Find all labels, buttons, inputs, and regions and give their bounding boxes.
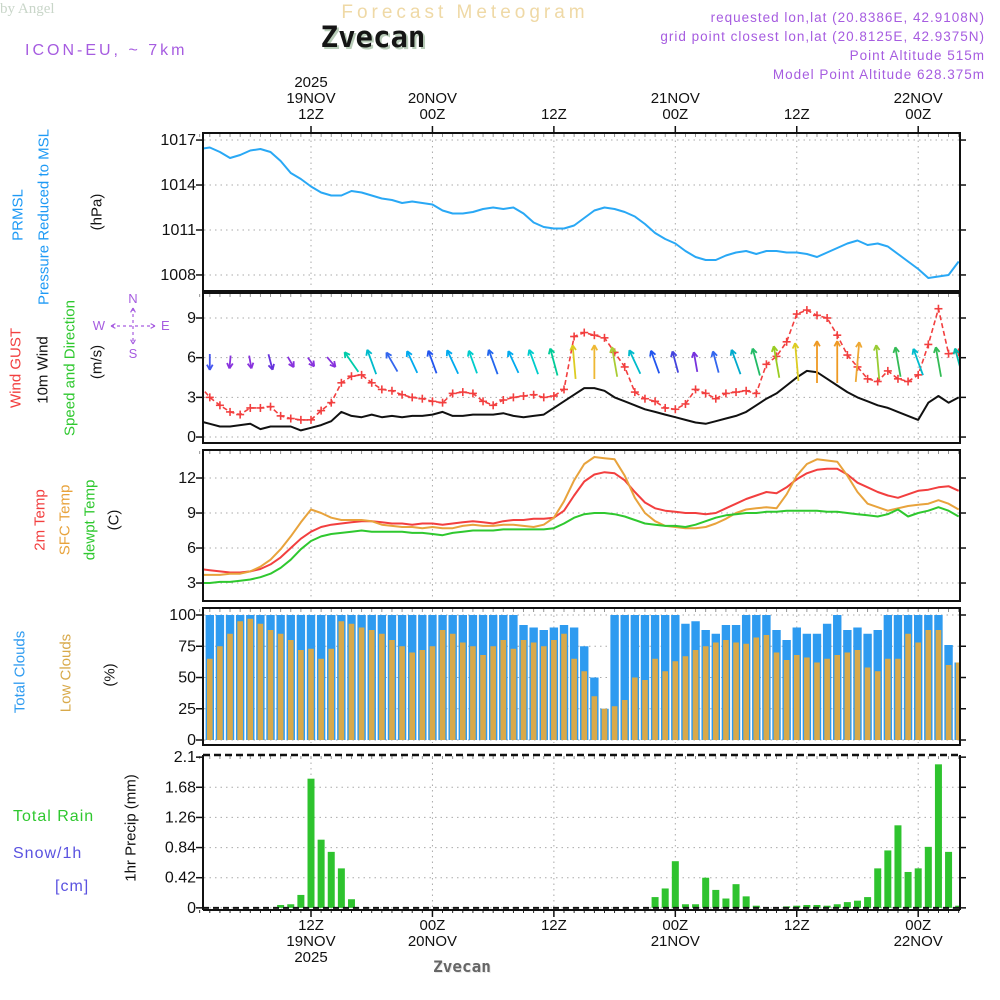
precip-bar bbox=[915, 868, 922, 907]
wind-direction-arrow bbox=[893, 347, 900, 377]
wind-direction-arrow bbox=[772, 346, 779, 378]
low-clouds-bar bbox=[490, 646, 496, 740]
low-clouds-bar bbox=[865, 668, 871, 741]
svg-text:12Z: 12Z bbox=[540, 106, 567, 123]
low-clouds-bar bbox=[774, 653, 780, 741]
model-label: ICON-EU, ~ 7km bbox=[25, 42, 188, 59]
precip-bar bbox=[662, 888, 669, 907]
low-clouds-bar bbox=[521, 640, 527, 740]
total-rain-label: Total Rain bbox=[13, 808, 95, 825]
precip-bar bbox=[874, 868, 881, 907]
wind-panel bbox=[187, 293, 966, 446]
low-clouds-bar bbox=[662, 671, 668, 740]
svg-text:21NOV: 21NOV bbox=[650, 933, 700, 950]
svg-text:00Z: 00Z bbox=[662, 106, 689, 123]
svg-text:6: 6 bbox=[187, 349, 196, 367]
precip-bar bbox=[854, 901, 861, 908]
wind-direction-arrow bbox=[549, 348, 558, 375]
svg-text:00Z: 00Z bbox=[419, 106, 446, 123]
low-clouds-bar bbox=[470, 646, 476, 740]
low-clouds-bar bbox=[480, 655, 486, 740]
wind-series-line bbox=[200, 371, 959, 431]
precip-bar bbox=[935, 764, 942, 908]
low-clouds-bar bbox=[926, 630, 932, 740]
snow-label: Snow/1h bbox=[13, 845, 83, 862]
low-clouds-bar bbox=[592, 696, 598, 740]
dewpt-temp-label: dewpt Temp bbox=[81, 479, 99, 561]
low-clouds-bar bbox=[237, 621, 243, 740]
svg-text:0: 0 bbox=[187, 732, 196, 749]
precip-bar bbox=[338, 868, 345, 907]
clouds-panel bbox=[169, 607, 966, 749]
low-clouds-bar bbox=[794, 655, 800, 740]
wind-direction-arrow bbox=[629, 350, 640, 374]
low-clouds-bar bbox=[298, 650, 304, 740]
svg-text:19NOV: 19NOV bbox=[286, 90, 336, 107]
wind-direction-arrow bbox=[468, 351, 477, 374]
low-clouds-bar bbox=[915, 643, 921, 741]
hpa-unit-label: (hPa) bbox=[88, 193, 106, 231]
low-clouds-bar bbox=[278, 634, 284, 740]
svg-text:S: S bbox=[128, 346, 138, 361]
wind-direction-arrow bbox=[751, 348, 760, 375]
low-clouds-bar bbox=[389, 640, 395, 740]
low-clouds-bar bbox=[217, 646, 223, 740]
low-clouds-bar bbox=[581, 671, 587, 740]
svg-text:1014: 1014 bbox=[160, 177, 196, 195]
svg-text:0: 0 bbox=[187, 429, 196, 447]
low-clouds-bar bbox=[450, 634, 456, 740]
supertitle: Forecast Meteogram bbox=[341, 2, 589, 23]
temp-plot-area bbox=[200, 457, 959, 583]
svg-text:75: 75 bbox=[178, 638, 196, 656]
temp-panel bbox=[178, 450, 966, 601]
svg-text:00Z: 00Z bbox=[419, 917, 446, 934]
svg-text:1011: 1011 bbox=[161, 221, 196, 239]
low-clouds-bar bbox=[632, 678, 638, 741]
wind-direction-arrow bbox=[731, 350, 741, 374]
model-point-altitude: Model Point Altitude 628.375m bbox=[772, 67, 985, 82]
precip-axis-label: 1hr Precip (mm) bbox=[122, 774, 140, 882]
svg-text:20NOV: 20NOV bbox=[407, 90, 458, 107]
low-clouds-bar bbox=[683, 656, 689, 740]
svg-text:1008: 1008 bbox=[160, 266, 196, 284]
precip-bar bbox=[905, 872, 912, 908]
svg-text:1.68: 1.68 bbox=[164, 779, 196, 797]
svg-text:1017: 1017 bbox=[160, 132, 196, 150]
requested-lonlat: requested lon,lat (20.8386E, 42.9108N) bbox=[710, 10, 985, 25]
wind-direction-arrow bbox=[288, 357, 294, 367]
low-clouds-bar bbox=[328, 649, 334, 740]
celsius-unit-label: (C) bbox=[105, 509, 123, 531]
svg-text:12Z: 12Z bbox=[298, 917, 324, 934]
low-clouds-bar bbox=[743, 644, 749, 740]
percent-unit-label: (%) bbox=[101, 663, 119, 687]
wind-direction-arrow bbox=[407, 351, 418, 373]
precip-bar bbox=[672, 861, 679, 908]
temp-series-line bbox=[200, 507, 959, 583]
svg-text:25: 25 bbox=[178, 700, 196, 718]
svg-text:22NOV: 22NOV bbox=[893, 933, 943, 950]
wind-direction-arrow bbox=[366, 350, 376, 374]
precip-bar bbox=[702, 878, 709, 908]
low-clouds-bar bbox=[814, 663, 820, 741]
wind-direction-arrow bbox=[856, 342, 862, 382]
wind-direction-arrow bbox=[570, 345, 576, 379]
low-clouds-bar bbox=[561, 634, 567, 740]
svg-text:2025: 2025 bbox=[294, 74, 328, 91]
svg-text:12Z: 12Z bbox=[540, 917, 567, 934]
grid-point-lonlat: grid point closest lon,lat (20.8125E, 42.9375N) bbox=[660, 29, 985, 44]
low-clouds-bar bbox=[652, 659, 658, 740]
svg-text:9: 9 bbox=[187, 505, 196, 523]
svg-text:6: 6 bbox=[187, 540, 196, 558]
low-clouds-bar bbox=[602, 709, 608, 740]
precip-bar bbox=[884, 850, 891, 907]
low-clouds-bar bbox=[258, 624, 264, 740]
low-clouds-bar bbox=[339, 621, 345, 740]
wind-direction-arrow bbox=[834, 341, 840, 383]
wind-direction-arrow bbox=[814, 341, 820, 383]
wind-direction-arrow bbox=[650, 351, 659, 374]
total-clouds-label: Total Clouds bbox=[11, 630, 29, 714]
watermark-credit: by Angel bbox=[0, 1, 55, 17]
svg-text:19NOV: 19NOV bbox=[286, 933, 336, 950]
precip-plot-area bbox=[203, 764, 962, 908]
precip-bar bbox=[925, 847, 932, 908]
low-clouds-bar bbox=[460, 643, 466, 741]
wind-direction-arrow bbox=[345, 352, 359, 372]
low-clouds-bar bbox=[713, 643, 719, 741]
pressure-plot-area bbox=[200, 148, 959, 279]
low-clouds-bar bbox=[804, 658, 810, 741]
wind-direction-arrow bbox=[692, 352, 698, 372]
wind-direction-arrow bbox=[712, 351, 719, 372]
low-clouds-bar bbox=[824, 659, 830, 740]
precip-panel bbox=[165, 749, 966, 917]
low-clouds-bar bbox=[399, 646, 405, 740]
svg-text:0.42: 0.42 bbox=[164, 869, 196, 887]
low-clouds-bar bbox=[197, 669, 203, 740]
low-clouds-bar bbox=[227, 634, 233, 740]
wind-direction-arrow bbox=[488, 350, 498, 374]
svg-text:00Z: 00Z bbox=[905, 917, 932, 934]
low-clouds-bar bbox=[531, 643, 537, 741]
pressure-panel bbox=[160, 132, 966, 291]
svg-text:22NOV: 22NOV bbox=[893, 90, 943, 107]
low-clouds-bar bbox=[784, 660, 790, 740]
precip-bar bbox=[297, 895, 304, 908]
wind-direction-arrow bbox=[447, 350, 458, 374]
svg-text:1.26: 1.26 bbox=[164, 809, 196, 827]
low-clouds-bar bbox=[369, 630, 375, 740]
precip-bar bbox=[733, 884, 740, 908]
sfc-temp-label: SFC Temp bbox=[56, 484, 74, 556]
wind-direction-arrow bbox=[591, 345, 597, 379]
low-clouds-bar bbox=[855, 650, 861, 740]
low-clouds-bar bbox=[571, 659, 577, 740]
low-clouds-bar bbox=[946, 665, 952, 740]
svg-text:E: E bbox=[161, 318, 170, 333]
wind-direction-arrow bbox=[508, 351, 519, 373]
svg-text:100: 100 bbox=[169, 607, 196, 624]
low-clouds-bar bbox=[420, 650, 426, 740]
low-clouds-bar bbox=[723, 640, 729, 740]
low-clouds-bar bbox=[308, 649, 314, 740]
low-clouds-bar bbox=[207, 659, 213, 740]
svg-text:00Z: 00Z bbox=[905, 106, 932, 123]
svg-text:3: 3 bbox=[187, 389, 196, 407]
wind-direction-arrow bbox=[934, 347, 941, 377]
low-clouds-bar bbox=[753, 638, 759, 741]
svg-text:20NOV: 20NOV bbox=[407, 933, 458, 950]
low-clouds-bar bbox=[349, 624, 355, 740]
wind-direction-arrow bbox=[671, 351, 678, 372]
svg-text:2.1: 2.1 bbox=[173, 749, 196, 767]
low-clouds-bar bbox=[268, 630, 274, 740]
svg-text:00Z: 00Z bbox=[662, 917, 689, 934]
precip-bar bbox=[348, 899, 355, 908]
wind-direction-arrow bbox=[874, 345, 880, 379]
precip-bar bbox=[945, 852, 952, 908]
svg-text:12: 12 bbox=[178, 470, 196, 488]
wind-direction-arrow bbox=[268, 354, 274, 369]
low-clouds-bar bbox=[642, 680, 648, 740]
pressure-reduced-label: Pressure Reduced to MSL bbox=[35, 129, 53, 305]
wind-direction-arrow bbox=[207, 354, 213, 370]
wind-direction-arrow bbox=[528, 350, 538, 374]
low-clouds-bar bbox=[733, 643, 739, 741]
svg-text:12Z: 12Z bbox=[783, 106, 810, 123]
svg-text:N: N bbox=[128, 291, 138, 306]
ms-unit-label: (m/s) bbox=[88, 344, 106, 380]
low-clouds-bar bbox=[622, 700, 628, 740]
svg-text:W: W bbox=[92, 318, 105, 333]
svg-text:9: 9 bbox=[187, 310, 196, 327]
page-title: Zvecan bbox=[320, 20, 426, 54]
low-clouds-bar bbox=[379, 634, 385, 740]
low-clouds-bar bbox=[288, 640, 294, 740]
svg-text:12Z: 12Z bbox=[298, 106, 324, 123]
low-clouds-bar bbox=[440, 630, 446, 740]
low-clouds-bar bbox=[511, 649, 517, 740]
compass-rose-icon bbox=[93, 291, 170, 361]
wind-direction-arrow bbox=[386, 352, 397, 371]
svg-text:0: 0 bbox=[187, 899, 196, 917]
low-clouds-bar bbox=[703, 646, 709, 740]
svg-text:3: 3 bbox=[187, 575, 196, 593]
low-clouds-bar bbox=[541, 646, 547, 740]
svg-text:2025: 2025 bbox=[294, 949, 328, 966]
precip-bar bbox=[652, 897, 659, 908]
low-clouds-bar bbox=[936, 630, 942, 740]
low-clouds-bar bbox=[693, 650, 699, 740]
temp-2m-label: 2m Temp bbox=[31, 489, 49, 551]
wind-direction-arrow bbox=[308, 357, 314, 366]
prmsl-label: PRMSL bbox=[9, 189, 27, 241]
low-clouds-bar bbox=[875, 671, 881, 740]
wind-direction-arrow bbox=[327, 357, 335, 367]
low-clouds-bar bbox=[885, 659, 891, 740]
low-clouds-bar bbox=[318, 659, 324, 740]
low-clouds-bar bbox=[551, 640, 557, 740]
precip-bar bbox=[318, 840, 325, 908]
precip-bar bbox=[743, 896, 750, 907]
svg-text:0.84: 0.84 bbox=[164, 839, 196, 857]
point-altitude: Point Altitude 515m bbox=[849, 48, 985, 63]
svg-text:21NOV: 21NOV bbox=[650, 90, 700, 107]
low-clouds-bar bbox=[845, 653, 851, 741]
low-clouds-label: Low Clouds bbox=[57, 633, 75, 713]
temp-series-line bbox=[200, 469, 959, 573]
low-clouds-bar bbox=[612, 706, 618, 740]
svg-text:12Z: 12Z bbox=[783, 917, 810, 934]
low-clouds-bar bbox=[895, 659, 901, 740]
wind-direction-arrow bbox=[954, 348, 963, 375]
footer-station-name: Zvecan bbox=[433, 957, 491, 976]
speed-direction-label: Speed and Direction bbox=[61, 300, 79, 436]
precip-bar bbox=[328, 852, 335, 908]
svg-text:50: 50 bbox=[178, 669, 196, 687]
low-clouds-bar bbox=[673, 661, 679, 740]
low-clouds-bar bbox=[247, 619, 253, 740]
low-clouds-bar bbox=[430, 646, 436, 740]
wind-gust-label: Wind GUST bbox=[7, 327, 25, 409]
precip-bar bbox=[722, 899, 729, 908]
precip-bar bbox=[864, 897, 871, 908]
wind-10m-label: 10m Wind bbox=[34, 336, 52, 404]
wind-direction-arrow bbox=[427, 351, 436, 374]
wind-direction-arrow bbox=[793, 343, 799, 381]
precip-bar bbox=[308, 779, 315, 908]
precip-bar bbox=[712, 890, 719, 908]
pressure-series-line bbox=[200, 148, 959, 279]
cm-unit-label: [cm] bbox=[55, 878, 90, 895]
low-clouds-bar bbox=[905, 634, 911, 740]
precip-bar bbox=[894, 825, 901, 908]
low-clouds-bar bbox=[834, 655, 840, 740]
low-clouds-bar bbox=[359, 628, 365, 741]
low-clouds-bar bbox=[764, 635, 770, 740]
low-clouds-bar bbox=[409, 653, 415, 741]
low-clouds-bar bbox=[500, 640, 506, 740]
